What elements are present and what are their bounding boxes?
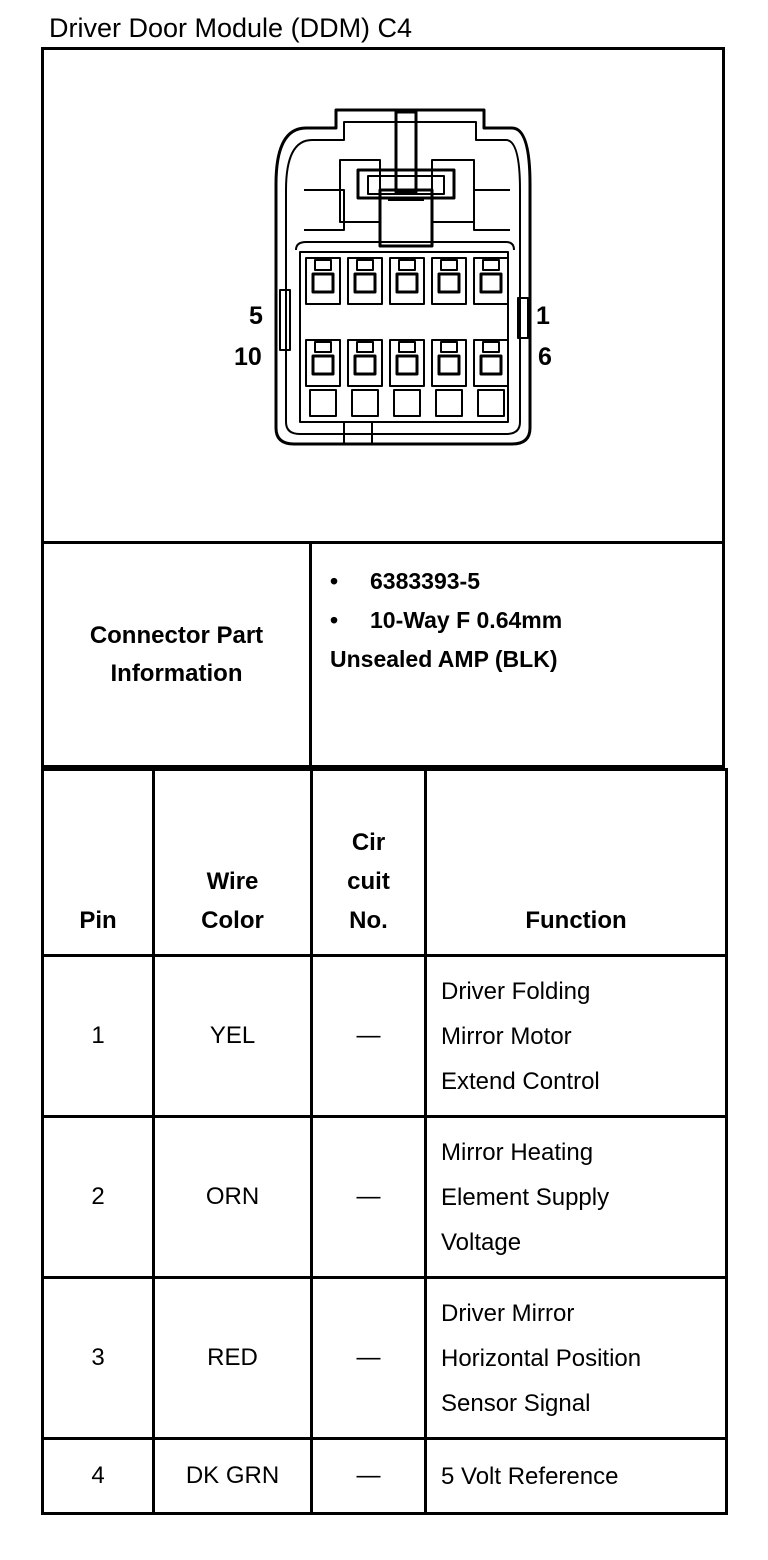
connector-part-info <box>41 544 725 768</box>
pin-cavity <box>348 258 382 304</box>
pin-cavity-base <box>394 390 420 416</box>
header-circuit-number: Cir cuit No. <box>312 770 426 956</box>
pin-cavity-base <box>352 390 378 416</box>
connector-face-illustration <box>44 50 722 541</box>
circuit-cell: — <box>312 1278 426 1439</box>
wire-color-cell: RED <box>154 1278 312 1439</box>
pin-terminal <box>397 274 417 292</box>
pin-latch <box>483 260 499 270</box>
bullet-point: • <box>330 568 339 594</box>
table-row <box>43 956 727 1117</box>
pin-terminal <box>439 356 459 374</box>
pin-cavity-base <box>310 390 336 416</box>
description-line2: Unsealed AMP (BLK) <box>330 646 558 672</box>
pin-cavities <box>306 258 508 416</box>
wire-color-cell: YEL <box>154 956 312 1117</box>
description-line1: 10-Way F 0.64mm <box>370 607 563 633</box>
function-cell: 5 Volt Reference <box>426 1439 727 1514</box>
pin-terminal <box>481 274 501 292</box>
pin-cavity <box>390 340 424 386</box>
pin-cavity <box>432 340 466 386</box>
pin-cell: 1 <box>43 956 154 1117</box>
info-label-line1: Connector Part <box>89 621 264 649</box>
pin-terminal <box>397 356 417 374</box>
pin-latch <box>441 342 457 352</box>
part-number: 6383393-5 <box>370 568 480 594</box>
header-wire-color: Wire Color <box>154 770 312 956</box>
pin-terminal <box>355 356 375 374</box>
table-row <box>43 1439 727 1514</box>
circuit-cell: — <box>312 1439 426 1514</box>
function-cell: Mirror Heating Element Supply Voltage <box>426 1117 727 1278</box>
header-function: Function <box>426 770 727 956</box>
circuit-cell: — <box>312 1117 426 1278</box>
pin-label-bottom-right: 6 <box>538 343 552 371</box>
pin-latch <box>315 260 331 270</box>
pin-terminal <box>439 274 459 292</box>
connector-part-details <box>312 544 722 765</box>
function-cell: Driver Mirror Horizontal Position Sensor Signal <box>426 1278 727 1439</box>
pin-cell: 2 <box>43 1117 154 1278</box>
pin-latch <box>483 342 499 352</box>
pin-cavity <box>348 340 382 386</box>
table-row <box>43 1278 727 1439</box>
pin-cavity <box>306 340 340 386</box>
pin-latch <box>315 342 331 352</box>
header-pin: Pin <box>43 770 154 956</box>
pin-latch <box>357 260 373 270</box>
pin-terminal <box>313 274 333 292</box>
table-row <box>43 1117 727 1278</box>
pin-cavity <box>474 258 508 304</box>
pin-label-bottom-left: 10 <box>234 343 262 371</box>
circuit-cell: — <box>312 956 426 1117</box>
wire-color-cell: DK GRN <box>154 1439 312 1514</box>
page-title: Driver Door Module (DDM) C4 <box>49 13 413 43</box>
info-label-line2: Information <box>110 659 243 687</box>
pin-latch <box>399 342 415 352</box>
pin-cavity <box>390 258 424 304</box>
connector-diagram-panel <box>41 47 725 544</box>
table-header-row <box>43 770 727 956</box>
pin-terminal <box>313 356 333 374</box>
part-number-item <box>330 562 722 601</box>
pin-cavity <box>474 340 508 386</box>
connector-part-info-label <box>44 544 312 765</box>
wire-color-cell: ORN <box>154 1117 312 1278</box>
pin-label-top-left: 5 <box>249 302 263 330</box>
pin-terminal <box>481 356 501 374</box>
pin-label-top-right: 1 <box>536 302 550 330</box>
pin-cavity-base <box>478 390 504 416</box>
pin-latch <box>357 342 373 352</box>
pin-latch <box>399 260 415 270</box>
pin-latch <box>441 260 457 270</box>
pin-cavity <box>432 258 466 304</box>
pin-cavity-base <box>436 390 462 416</box>
pinout-table <box>41 768 728 1515</box>
pin-cavity <box>306 258 340 304</box>
description-item <box>330 601 722 640</box>
pin-cell: 3 <box>43 1278 154 1439</box>
bullet-point: • <box>330 607 339 633</box>
pin-cell: 4 <box>43 1439 154 1514</box>
function-cell: Driver Folding Mirror Motor Extend Control <box>426 956 727 1117</box>
pin-terminal <box>355 274 375 292</box>
